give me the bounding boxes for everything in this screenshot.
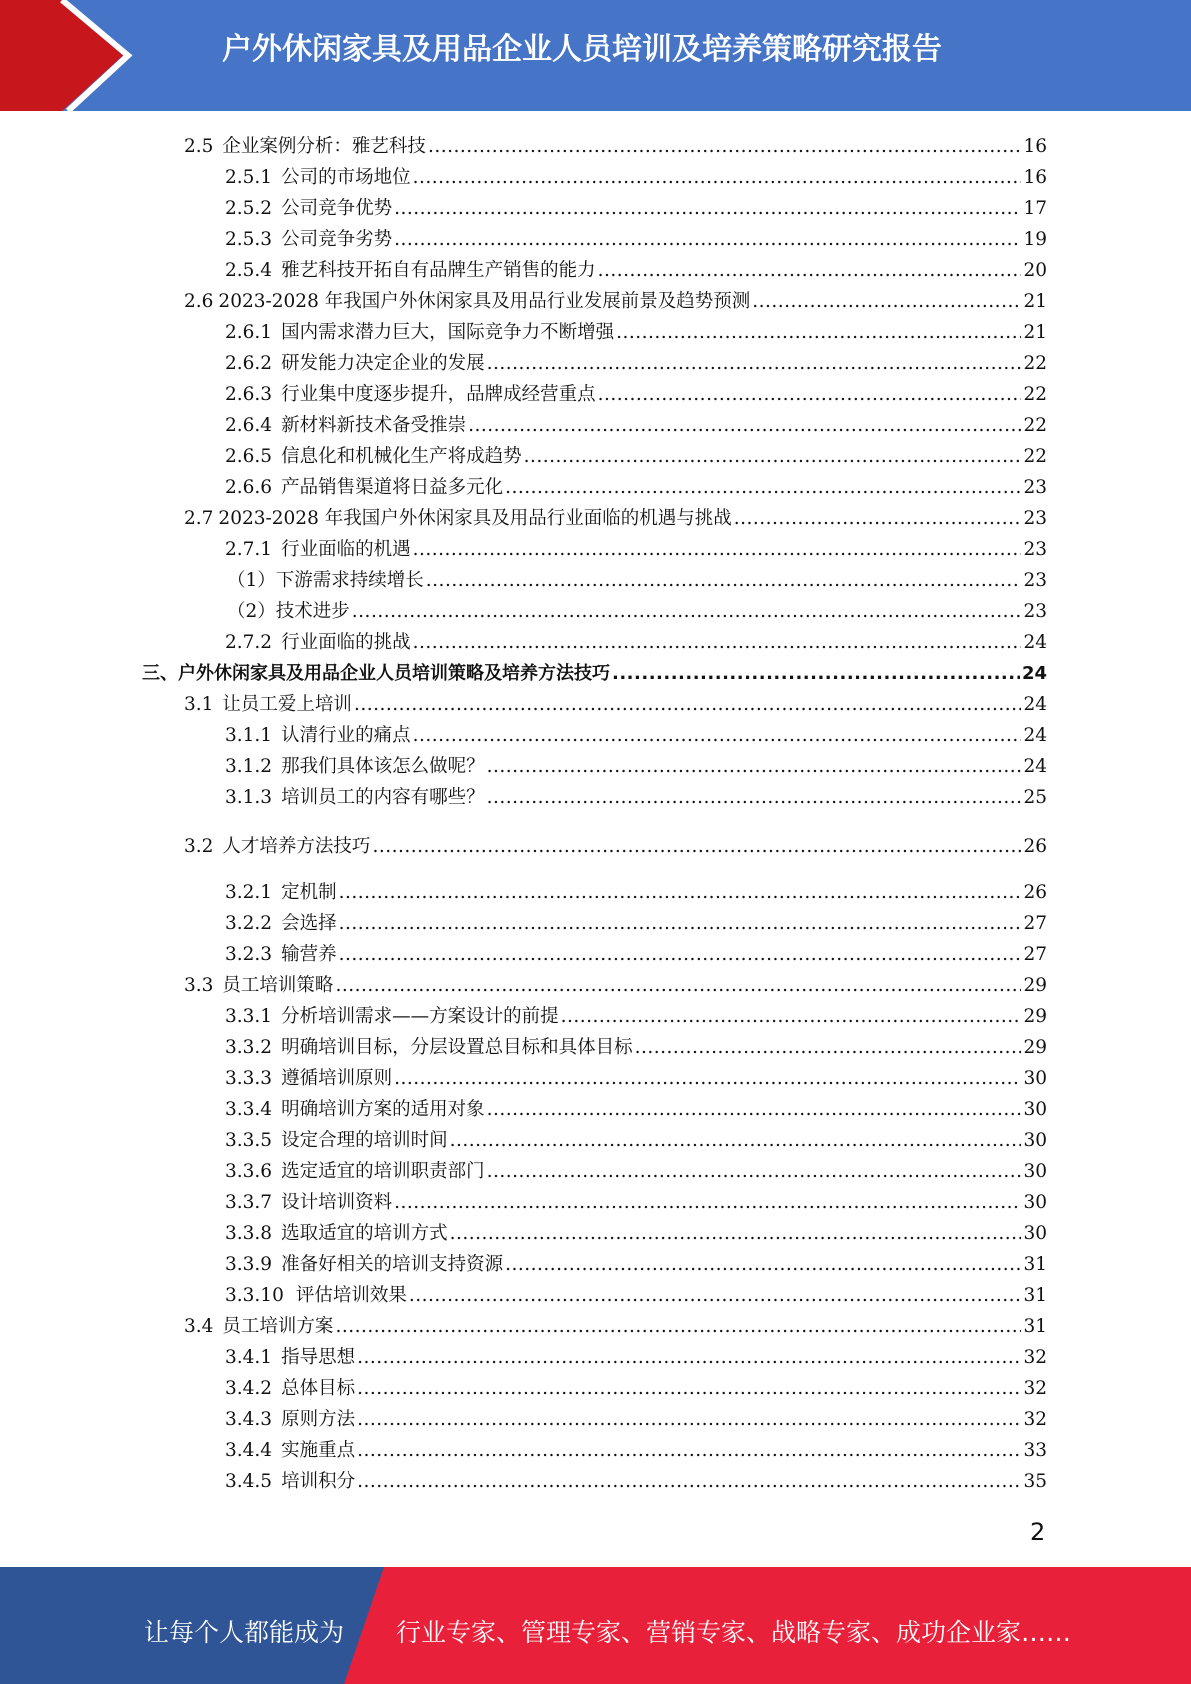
- toc-entry[interactable]: 2.7.2 行业面临的挑战 ..... 24: [225, 624, 1047, 655]
- toc-entry[interactable]: 2.6.3 行业集中度逐步提升，品牌成经营重点 ..... 22: [225, 376, 1047, 407]
- toc-entry[interactable]: 2.6 2023-2028 年我国户外休闲家具及用品行业发展前景及趋势预测 ..... 21: [184, 283, 1047, 314]
- toc-entry[interactable]: 2.5 企业案例分析：雅艺科技 ..... 16: [184, 128, 1047, 159]
- toc-entry[interactable]: 3.3.1 分析培训需求——方案设计的前提 ..... 29: [225, 998, 1047, 1029]
- toc-entry[interactable]: 2.6.2 研发能力决定企业的发展 ..... 22: [225, 345, 1047, 376]
- report-title: 户外休闲家具及用品企业人员培训及培养策略研究报告: [222, 32, 942, 67]
- toc-entry[interactable]: 3.3.7 设计培训资料 ..... 30: [225, 1184, 1047, 1215]
- toc-entry[interactable]: 3.3.2 明确培训目标，分层设置总目标和具体目标 ..... 29: [225, 1029, 1047, 1060]
- toc-entry[interactable]: 2.6.4 新材料新技术备受推崇 ..... 22: [225, 407, 1047, 438]
- toc-entry[interactable]: 2.5.2 公司竞争优势 ..... 17: [225, 190, 1047, 221]
- toc-entry[interactable]: 3.1.1 认清行业的痛点 ..... 24: [225, 717, 1047, 748]
- toc-entry[interactable]: 3.3 员工培训策略 ..... 29: [184, 967, 1047, 998]
- toc-entry[interactable]: （1） 下游需求持续增长 ..... 23: [227, 562, 1047, 593]
- toc-entry[interactable]: 3.2 人才培养方法技巧 ..... 26: [184, 828, 1047, 859]
- toc-entry[interactable]: 3.2.2 会选择 ..... 27: [225, 905, 1047, 936]
- toc-entry[interactable]: 2.5.1 公司的市场地位 ..... 16: [225, 159, 1047, 190]
- toc-entry[interactable]: 3.3.3 遵循培训原则 ..... 30: [225, 1060, 1047, 1091]
- footer-slogan-left: 让每个人都能成为: [144, 1618, 345, 1647]
- toc-chapter-entry[interactable]: 三、 户外休闲家具及用品企业人员培训策略及培养方法技巧 ..... 24: [142, 655, 1047, 686]
- toc-entry[interactable]: 2.6.1 国内需求潜力巨大，国际竞争力不断增强 ..... 21: [225, 314, 1047, 345]
- toc-entry[interactable]: 3.3.4 明确培训方案的适用对象 ..... 30: [225, 1091, 1047, 1122]
- toc-entry[interactable]: 3.4.3 原则方法 ..... 32: [225, 1401, 1047, 1432]
- toc-entry[interactable]: 3.1.3 培训员工的内容有哪些？ ..... 25: [225, 779, 1047, 810]
- toc-entry[interactable]: 3.3.9 准备好相关的培训支持资源 ..... 31: [225, 1246, 1047, 1277]
- toc-entry[interactable]: 2.7.1 行业面临的机遇 ..... 23: [225, 531, 1047, 562]
- toc-entry[interactable]: 3.4.5 培训积分 ..... 35: [225, 1463, 1047, 1494]
- toc-entry[interactable]: 3.1.2 那我们具体该怎么做呢？ ..... 24: [225, 748, 1047, 779]
- toc-entry[interactable]: 2.7 2023-2028 年我国户外休闲家具及用品行业面临的机遇与挑战 ..... 23: [184, 500, 1047, 531]
- toc-entry[interactable]: 2.5.4 雅艺科技开拓自有品牌生产销售的能力 ..... 20: [225, 252, 1047, 283]
- page-number: 2: [1030, 1518, 1046, 1546]
- toc-entry[interactable]: 3.4.1 指导思想 ..... 32: [225, 1339, 1047, 1370]
- footer-slogan-right: 行业专家、管理专家、营销专家、战略专家、成功企业家……: [396, 1618, 1072, 1647]
- toc-entry[interactable]: 3.2.3 输营养 ..... 27: [225, 936, 1047, 967]
- toc-entry[interactable]: （2） 技术进步 ..... 23: [227, 593, 1047, 624]
- toc-entry[interactable]: 3.3.5 设定合理的培训时间 ..... 30: [225, 1122, 1047, 1153]
- toc-entry[interactable]: 3.4.2 总体目标 ..... 32: [225, 1370, 1047, 1401]
- toc-entry[interactable]: 3.1 让员工爱上培训 ..... 24: [184, 686, 1047, 717]
- toc-entry[interactable]: 2.6.5 信息化和机械化生产将成趋势 ..... 22: [225, 438, 1047, 469]
- toc-entry[interactable]: 3.3.6 选定适宜的培训职责部门 ..... 30: [225, 1153, 1047, 1184]
- toc-entry[interactable]: 3.3.8 选取适宜的培训方式 ..... 30: [225, 1215, 1047, 1246]
- toc-entry[interactable]: 2.6.6 产品销售渠道将日益多元化 ..... 23: [225, 469, 1047, 500]
- toc-entry[interactable]: 3.2.1 定机制 ..... 26: [225, 874, 1047, 905]
- toc-entry[interactable]: 3.4 员工培训方案 ..... 31: [184, 1308, 1047, 1339]
- toc-entry[interactable]: 3.4.4 实施重点 ..... 33: [225, 1432, 1047, 1463]
- toc-entry[interactable]: 3.3.10 评估培训效果 ..... 31: [225, 1277, 1047, 1308]
- toc-entry[interactable]: 2.5.3 公司竞争劣势 ..... 19: [225, 221, 1047, 252]
